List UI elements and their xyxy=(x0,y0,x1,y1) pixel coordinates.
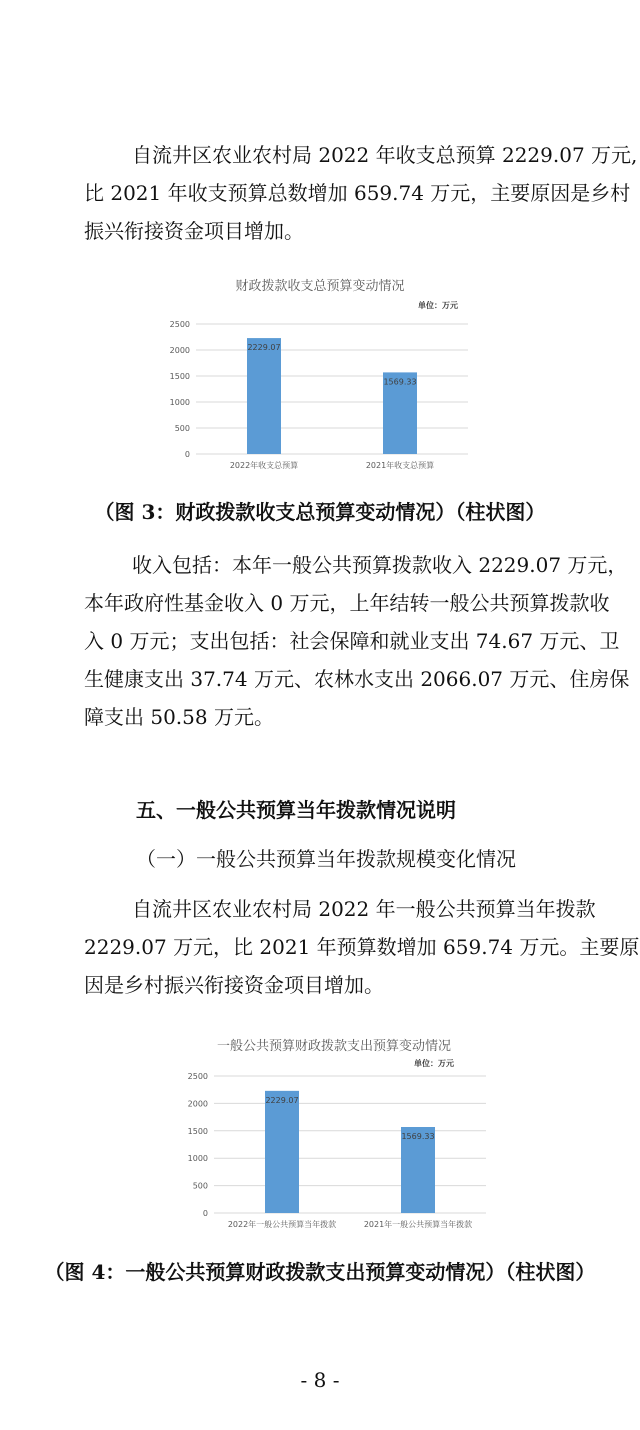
bar xyxy=(265,1091,299,1213)
section-heading: 五、一般公共预算当年拨款情况说明 xyxy=(136,798,456,822)
figure-caption-4: （图 4：一般公共预算财政拨款支出预算变动情况）（柱状图） xyxy=(44,1260,596,1284)
paragraph-appropriation xyxy=(84,890,640,1004)
y-tick-label: 500 xyxy=(192,1181,208,1191)
chart-title: 财政拨款收支总预算变动情况 xyxy=(235,279,405,294)
text-line: 因是乡村振兴衔接资金项目增加。 xyxy=(84,973,384,997)
chart-title: 一般公共预算财政拨款支出预算变动情况 xyxy=(216,1039,452,1054)
category-label: 2021年一般公共预算当年拨款 xyxy=(363,1220,473,1229)
y-tick-label: 0 xyxy=(184,450,190,459)
text-line: 自流井区农业农村局 2022 年收支总预算 2229.07 万元, xyxy=(132,143,638,167)
category-label: 2022年一般公共预算当年拨款 xyxy=(227,1220,337,1229)
data-label: 1569.33 xyxy=(383,377,417,387)
category-label: 2021年收支总预算 xyxy=(365,461,435,470)
text-line: 本年政府性基金收入 0 万元，上年结转一般公共预算拨款收 xyxy=(84,591,610,615)
y-tick-label: 2000 xyxy=(187,1099,208,1109)
y-tick-label: 0 xyxy=(202,1209,208,1218)
subsection-heading: （一）一般公共预算当年拨款规模变化情况 xyxy=(136,847,516,871)
text-line: 入 0 万元；支出包括：社会保障和就业支出 74.67 万元、卫 xyxy=(84,629,620,653)
paragraph-total-budget xyxy=(84,136,638,250)
category-label: 2022年收支总预算 xyxy=(229,461,299,470)
y-tick-label: 2000 xyxy=(169,346,190,355)
data-label: 1569.33 xyxy=(401,1132,435,1142)
data-label: 2229.07 xyxy=(265,1095,299,1105)
text-line: 振兴衔接资金项目增加。 xyxy=(84,219,304,243)
y-tick-label: 1000 xyxy=(187,1154,208,1164)
y-tick-label: 500 xyxy=(174,424,190,433)
data-label: 2229.07 xyxy=(247,343,281,353)
text-line: 生健康支出 37.74 万元、农林水支出 2066.07 万元、住房保 xyxy=(84,667,630,691)
y-tick-label: 2500 xyxy=(187,1072,208,1081)
y-tick-label: 2500 xyxy=(169,320,190,329)
chart-fig4 xyxy=(0,1030,640,1240)
page-number: - 8 - xyxy=(300,1368,340,1392)
y-tick-label: 1500 xyxy=(187,1126,208,1136)
chart-unit: 单位：万元 xyxy=(414,1059,454,1068)
chart-fig3 xyxy=(0,272,640,482)
text-line: 自流井区农业农村局 2022 年一般公共预算当年拨款 xyxy=(132,897,596,921)
text-line: 2229.07 万元，比 2021 年预算数增加 659.74 万元。主要原 xyxy=(84,935,640,959)
paragraph-income-expenditure xyxy=(84,546,630,736)
text-line: 收入包括：本年一般公共预算拨款收入 2229.07 万元， xyxy=(132,553,628,577)
text-line: 比 2021 年收支预算总数增加 659.74 万元，主要原因是乡村 xyxy=(84,181,631,205)
bar xyxy=(247,338,281,454)
y-tick-label: 1500 xyxy=(169,372,190,381)
figure-caption-3: （图 3：财政拨款收支总预算变动情况）（柱状图） xyxy=(94,500,546,524)
chart-unit: 单位：万元 xyxy=(418,301,458,310)
y-tick-label: 1000 xyxy=(169,398,190,407)
text-line: 障支出 50.58 万元。 xyxy=(84,705,274,729)
